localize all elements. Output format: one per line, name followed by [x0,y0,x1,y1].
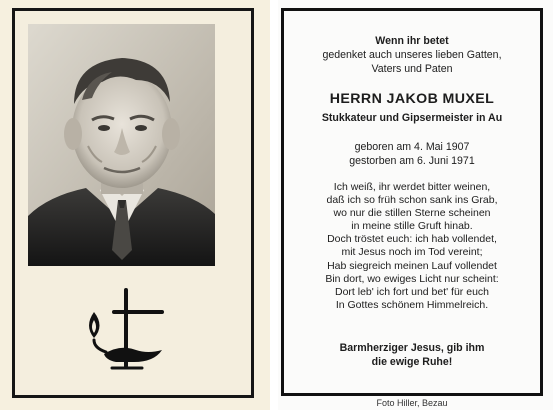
poem-line: daß ich so früh schon sank ins Grab, [326,194,498,207]
memorial-poem [278,181,546,312]
poem-line: in meine stille Gruft hinab. [351,220,473,233]
photo-credit: Foto Hiller, Bezau [376,398,448,408]
poem-line: wo nur die stillen Sterne scheinen [333,207,491,220]
poem-line: Dort leb' ich fort und bet' für euch [334,285,489,298]
death-date: gestorben am 6. Juni 1971 [349,155,475,167]
birth-date: geboren am 4. Mai 1907 [354,141,470,153]
poem-line: Bin dort, wo ewiges Licht nur scheint: [325,272,499,285]
deceased-name: HERRN JAKOB MUXEL [329,91,495,107]
poem-line: Doch tröstet euch: ich hab vollendet, [327,233,497,246]
man-portrait-image [28,24,215,266]
intro-line-3: Vaters und Paten [371,63,453,75]
occupation-line: Stukkateur und Gipsermeister in Au [321,112,503,124]
poem-line: mit Jesus noch im Tod vereint; [341,246,483,259]
poem-line: Hab siegreich meinen Lauf vollendet [327,259,497,272]
intro-line-2: gedenket auch unseres lieben Gatten, [322,49,502,61]
poem-line: In Gottes schönem Himmelreich. [335,298,489,311]
cross-lamp-icon [76,284,176,374]
memorial-photo-card [0,0,270,410]
poem-line: Ich weiß, ihr werdet bitter weinen, [333,181,491,193]
prayer-line-2: die ewige Ruhe! [371,356,453,368]
portrait-photo [28,24,215,266]
intro-line-1: Wenn ihr betet [375,35,449,47]
memorial-text-card [278,0,553,410]
prayer-line-1: Barmherziger Jesus, gib ihm [339,342,485,354]
card-gap [270,0,278,410]
